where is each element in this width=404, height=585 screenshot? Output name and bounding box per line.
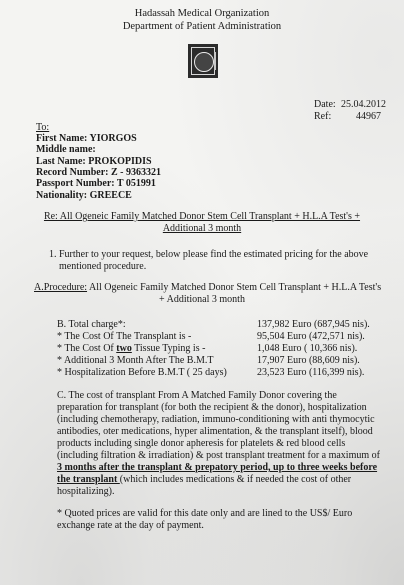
- passport-number: Passport Number: T 051991: [36, 178, 156, 189]
- department-name: Department of Patient Administration: [122, 21, 282, 32]
- total-charge-value: 137,982 Euro (687,945 nis).: [257, 319, 370, 330]
- section-c-line: preparation for transplant (for both the recipient & the donor), hospitalization: [57, 402, 367, 413]
- section-c-bold-text: the transplant: [57, 474, 120, 485]
- nationality: Nationality: GREECE: [36, 190, 132, 201]
- procedure-line2: + Additional 3 month: [159, 294, 245, 305]
- footnote-line1: * Quoted prices are valid for this date only and are lined to the US$/ Euro: [57, 508, 353, 519]
- item1-line2: mentioned procedure.: [59, 261, 147, 272]
- section-c-line: C. The cost of transplant From A Matched Family Donor covering the: [57, 390, 337, 401]
- to-label: To:: [36, 122, 50, 133]
- item1-line1: 1. Further to your request, below please find the estimated pricing for the above: [49, 249, 369, 260]
- section-c-line: products including single donor apheresis for platelets & red blood cells: [57, 438, 346, 449]
- re-subject-line1: Re: All Ogeneic Family Matched Donor Stem Cell Transplant + H.L.A Test's +: [43, 211, 361, 222]
- charge-row-label-pre: * The Cost Of: [57, 343, 117, 354]
- procedure-text: All Ogeneic Family Matched Donor Stem Cell Transplant + H.L.A Test's: [87, 282, 382, 293]
- charge-row-value: 17,907 Euro (88,609 nis).: [257, 355, 360, 366]
- charge-row-value: 1,048 Euro ( 10,366 nis).: [257, 343, 358, 354]
- charge-row-label: [57, 343, 205, 354]
- section-c-line: hospitalizing).: [57, 486, 115, 497]
- section-c-line: (including chemotherapy, radiation, immuno-conditioning with anti thymocytic: [57, 414, 375, 425]
- date-value: 25.04.2012: [341, 99, 386, 110]
- record-number: Record Number: Z - 9363321: [36, 167, 161, 178]
- section-c-line: antibodies, oter medications, hyper alimentation, & the transplant itself), blood: [57, 426, 373, 437]
- procedure-label: A.Procedure:: [34, 282, 88, 293]
- charge-row-label-post: Tissue Typing is -: [131, 343, 206, 354]
- section-c-bold-line: 3 months after the transplant & prepatory period, up to three weeks before: [57, 462, 378, 473]
- section-c-line: (including filtration & irradiation) & post transplant treatment for a maximum of: [57, 450, 380, 461]
- charge-row-value: 23,523 Euro (116,399 nis).: [257, 367, 365, 378]
- charge-row-label: * Additional 3 Month After The B.M.T: [57, 355, 214, 366]
- charge-row-value: 95,504 Euro (472,571 nis).: [257, 331, 365, 342]
- middle-name: Middle name:: [36, 144, 96, 155]
- footnote-line2: exchange rate at the day of payment.: [57, 520, 204, 531]
- logo-seal-icon: [194, 52, 214, 72]
- section-c-text: (which includes medications & if needed the cost of other: [119, 474, 352, 485]
- ref-label: Ref:: [314, 111, 332, 122]
- charge-row-label: * The Cost Of The Transplant is -: [57, 331, 192, 342]
- hadassah-logo: [188, 44, 218, 78]
- re-subject-line2: Additional 3 month: [162, 223, 242, 234]
- organization-name: Hadassah Medical Organization: [134, 8, 270, 19]
- ref-value: 44967: [356, 111, 381, 122]
- charge-row-label-emphasis: two: [116, 343, 132, 354]
- section-c-line: [57, 474, 351, 485]
- first-name: First Name: YIORGOS: [36, 133, 137, 144]
- procedure-line1: [34, 282, 381, 293]
- date-label: Date:: [314, 99, 336, 110]
- charge-row-label: * Hospitalization Before B.M.T ( 25 days): [57, 367, 227, 378]
- logo-bar: [214, 52, 216, 70]
- last-name: Last Name: PROKOPIDIS: [36, 156, 152, 167]
- total-charge-label: B. Total charge*:: [57, 319, 126, 330]
